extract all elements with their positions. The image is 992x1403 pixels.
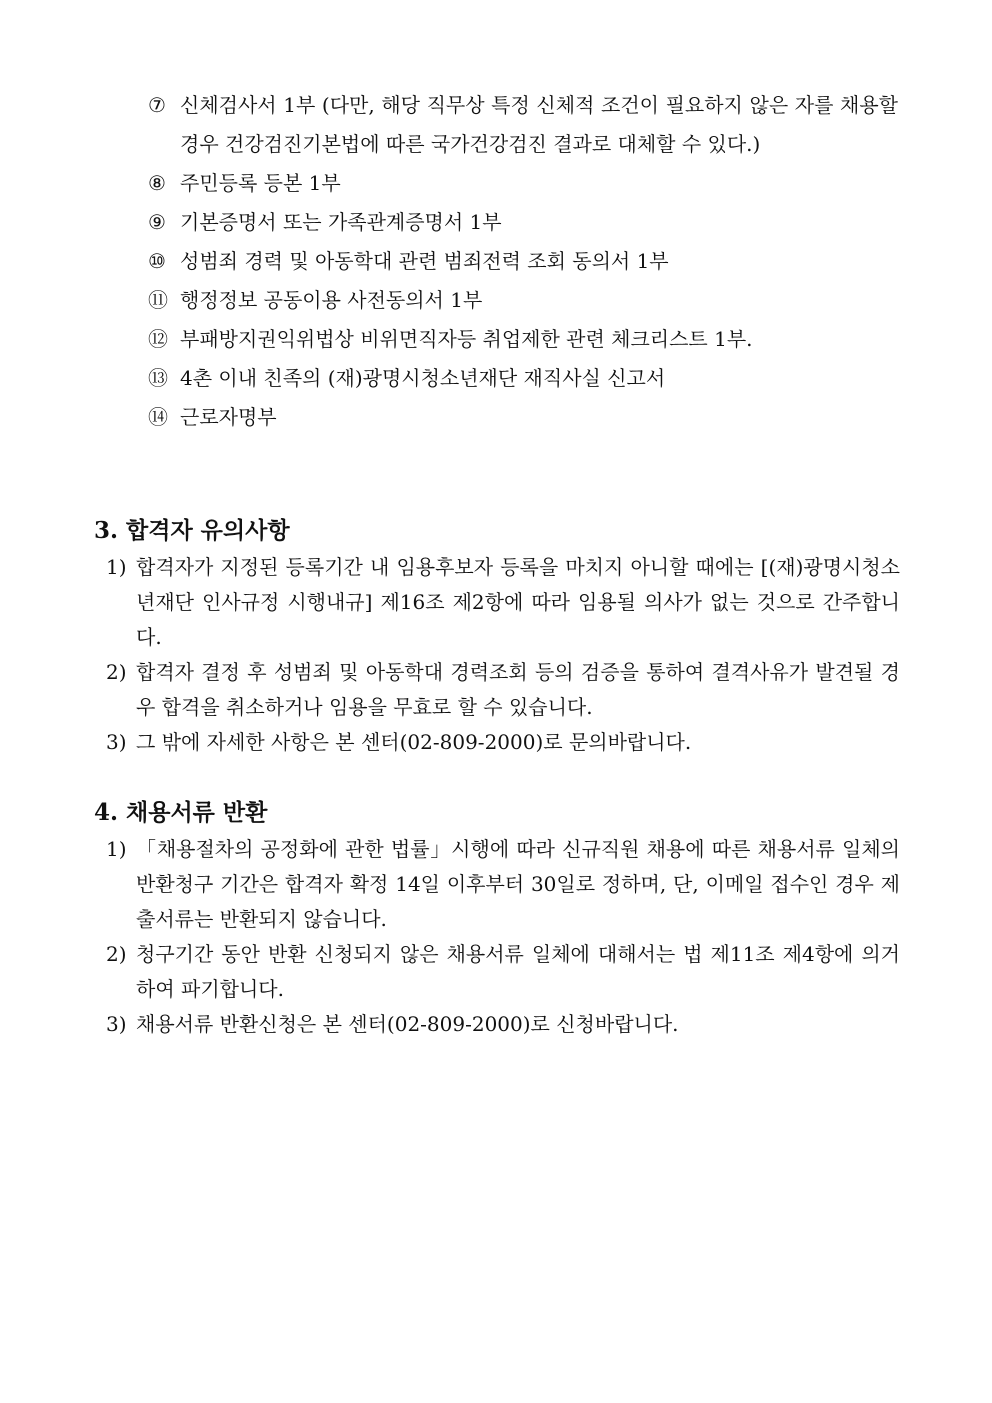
note-number: 3) [106, 1012, 127, 1036]
document-item-number: ⑨ [148, 210, 166, 234]
note-text: 합격자가 지정된 등록기간 내 임용후보자 등록을 마치지 아니할 때에는 [(재)광명시청소년재단 인사규정 시행내규] 제16조 제2항에 따라 임용될 의사가 없는 것으로 간주합니다. [136, 555, 900, 649]
note-item [106, 937, 900, 1007]
document-item-text: 성범죄 경력 및 아동학대 관련 범죄전력 조회 동의서 1부 [180, 249, 669, 273]
note-item [106, 550, 900, 655]
note-item [106, 655, 900, 725]
note-text: 채용서류 반환신청은 본 센터(02-809-2000)로 신청바랍니다. [136, 1012, 679, 1036]
document-item-text: 신체검사서 1부 (다만, 해당 직무상 특정 신체적 조건이 필요하지 않은 자를 채용할 경우 건강검진기본법에 따른 국가건강검진 결과로 대체할 수 있다.) [180, 93, 898, 156]
note-number: 2) [106, 660, 127, 684]
section-title: 3. 합격자 유의사항 [94, 517, 290, 544]
note-text: 청구기간 동안 반환 신청되지 않은 채용서류 일체에 대해서는 법 제11조 제4항에 의거하여 파기합니다. [136, 942, 900, 1001]
document-item [148, 203, 898, 242]
document-item [148, 398, 898, 437]
document-item-number: ⑬ [148, 366, 168, 390]
document-return-list [94, 832, 900, 1042]
note-number: 1) [106, 555, 127, 579]
document-item-text: 부패방지권익위법상 비위면직자등 취업제한 관련 체크리스트 1부. [180, 327, 753, 351]
document-item-number: ⑩ [148, 249, 166, 273]
applicant-notes-list [94, 550, 900, 760]
note-item [106, 725, 900, 760]
note-item [106, 832, 900, 937]
document-item-number: ⑭ [148, 405, 168, 429]
document-item [148, 86, 898, 164]
note-number: 2) [106, 942, 127, 966]
document-item-text: 주민등록 등본 1부 [180, 171, 341, 195]
document-item [148, 359, 898, 398]
document-item [148, 320, 898, 359]
note-number: 3) [106, 730, 127, 754]
section-applicant-notes [94, 514, 900, 760]
note-text: 「채용절차의 공정화에 관한 법률」시행에 따라 신규직원 채용에 따른 채용서류 일체의 반환청구 기간은 합격자 확정 14일 이후부터 30일로 정하며, 단, 이메일 접수인 경우 제출서류는 반환되지 않습니다. [136, 837, 900, 931]
section-title: 4. 채용서류 반환 [94, 799, 268, 826]
note-item [106, 1007, 900, 1042]
document-item [148, 164, 898, 203]
document-item-text: 행정정보 공동이용 사전동의서 1부 [180, 288, 483, 312]
note-text: 그 밖에 자세한 사항은 본 센터(02-809-2000)로 문의바랍니다. [136, 730, 692, 754]
document-item-text: 4촌 이내 친족의 (재)광명시청소년재단 재직사실 신고서 [180, 366, 666, 390]
document-item [148, 242, 898, 281]
document-item-text: 기본증명서 또는 가족관계증명서 1부 [180, 210, 502, 234]
note-number: 1) [106, 837, 127, 861]
document-item-number: ⑦ [148, 93, 166, 117]
note-text: 합격자 결정 후 성범죄 및 아동학대 경력조회 등의 검증을 통하여 결격사유가 발견될 경우 합격을 취소하거나 임용을 무효로 할 수 있습니다. [136, 660, 900, 719]
document-item [148, 281, 898, 320]
required-documents-list [148, 86, 898, 437]
section-document-return [94, 796, 900, 1042]
document-item-number: ⑧ [148, 171, 166, 195]
document-item-number: ⑪ [148, 288, 168, 312]
document-item-number: ⑫ [148, 327, 168, 351]
document-item-text: 근로자명부 [180, 405, 277, 429]
